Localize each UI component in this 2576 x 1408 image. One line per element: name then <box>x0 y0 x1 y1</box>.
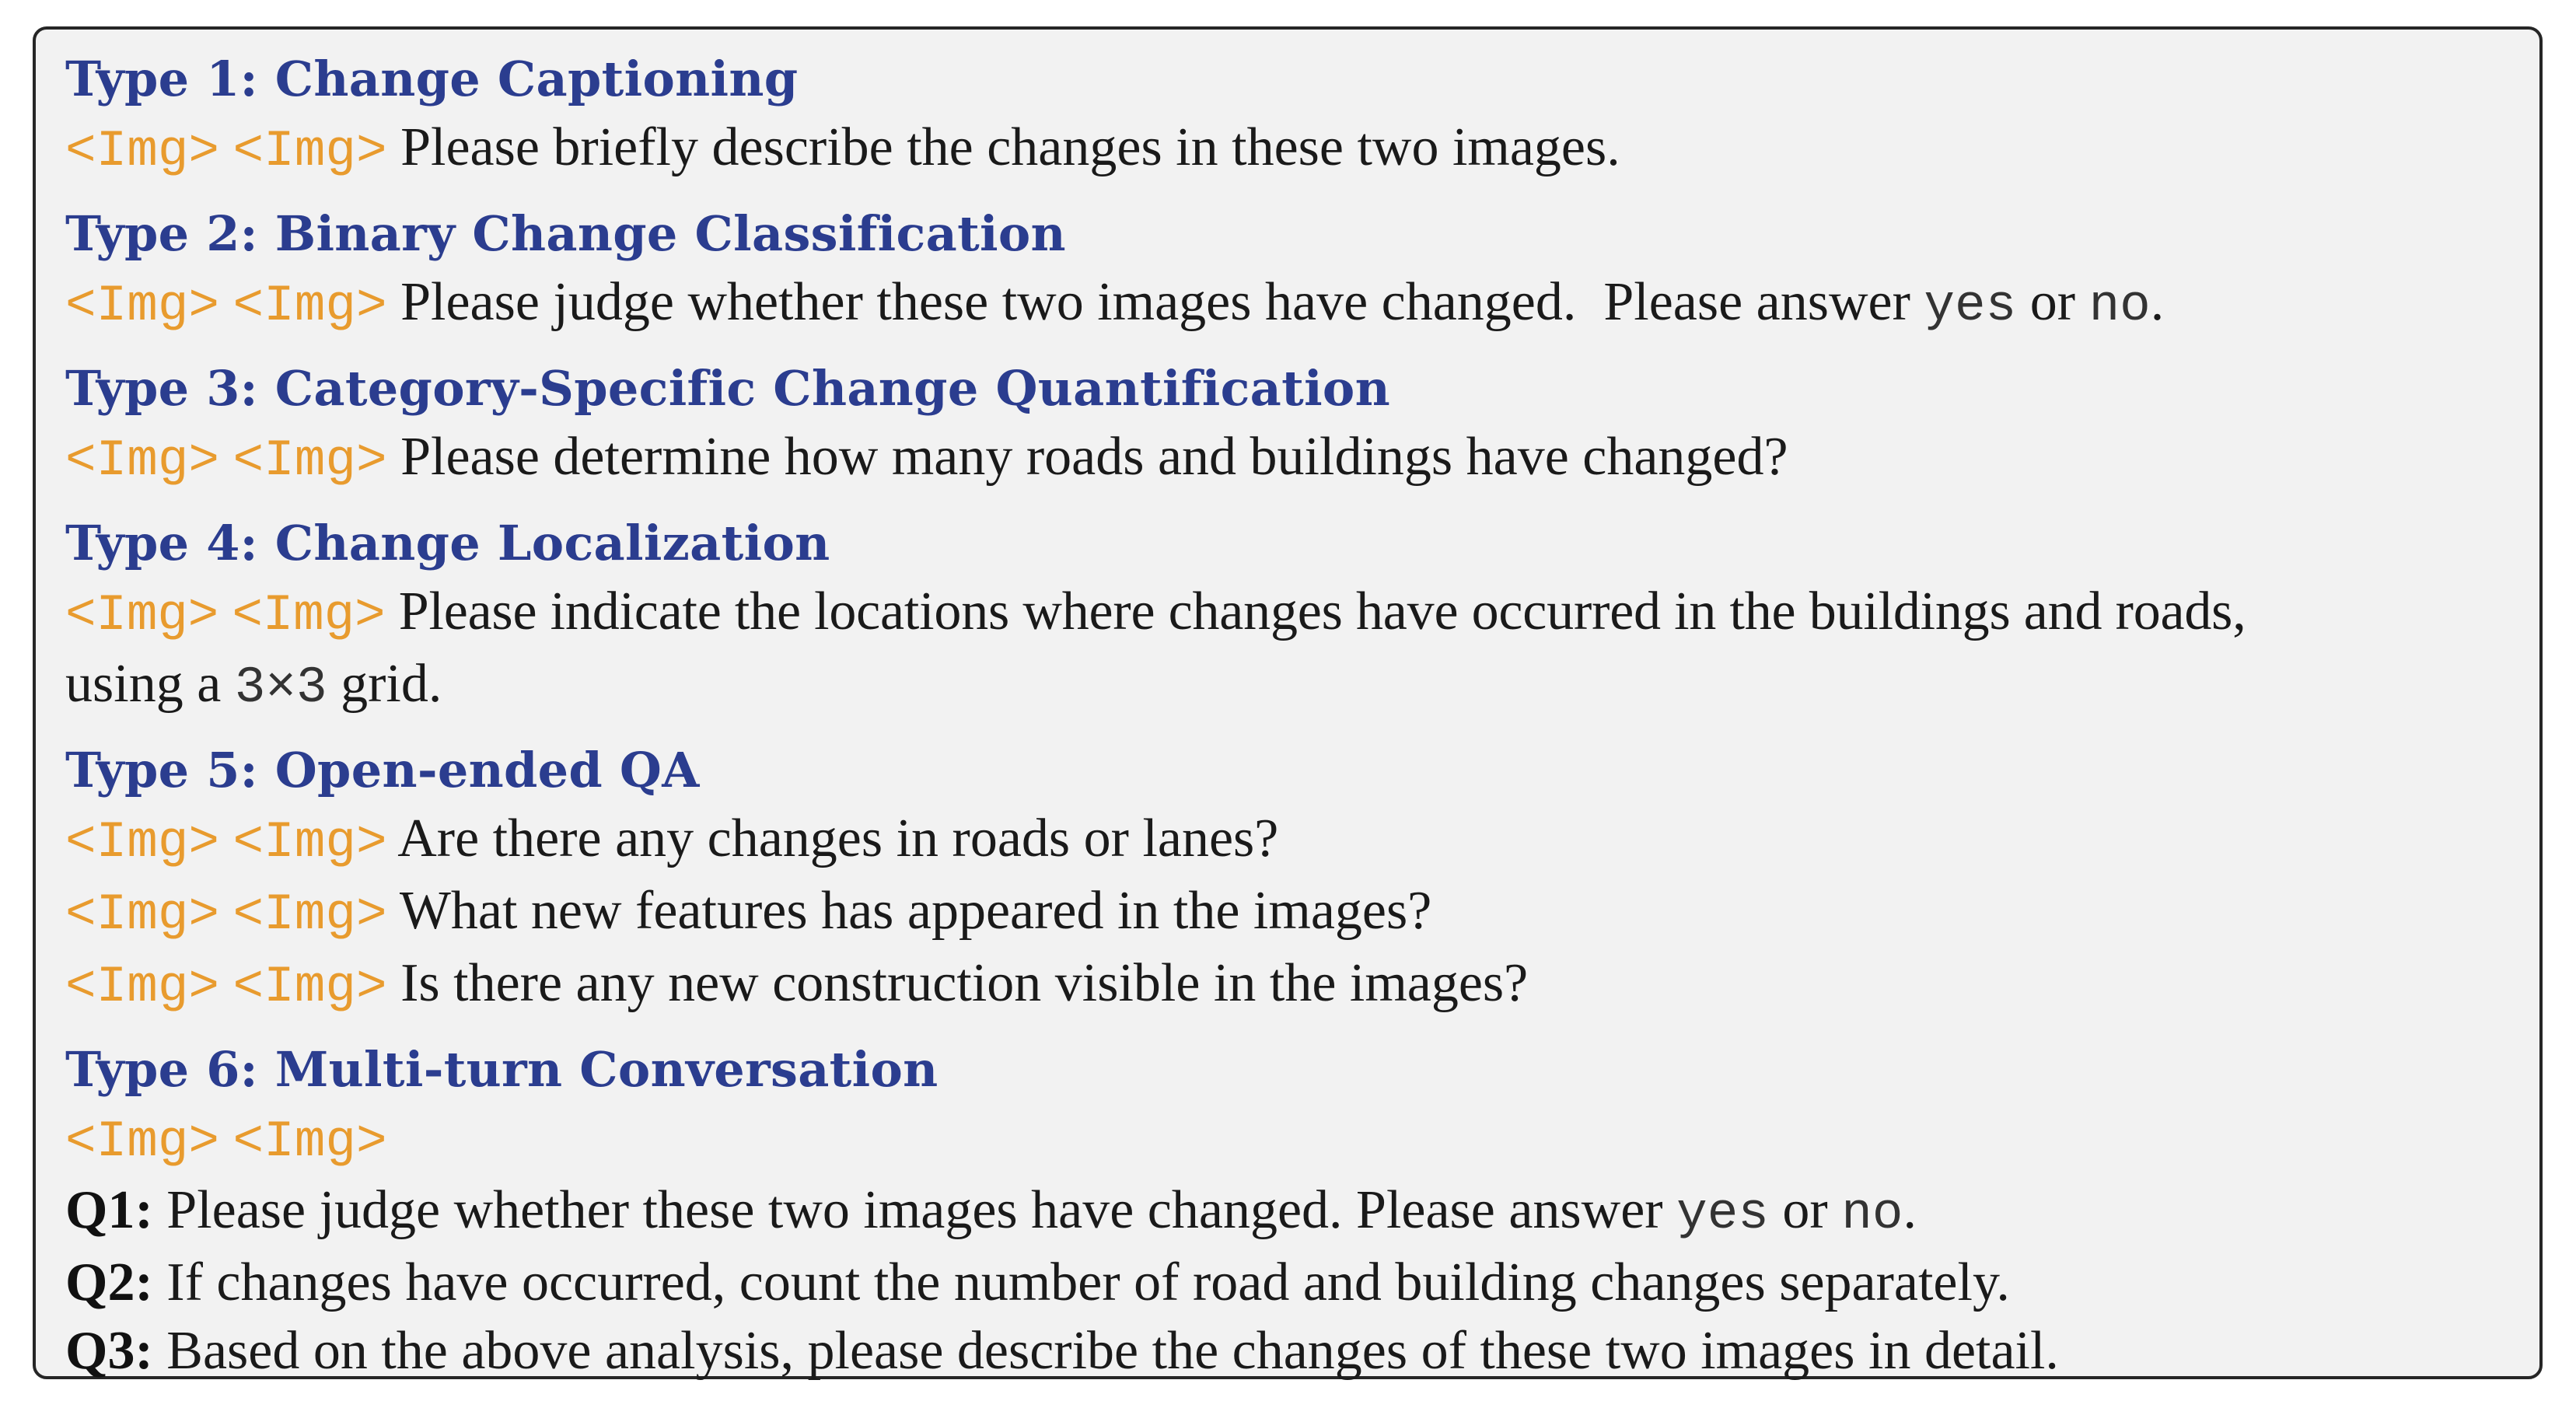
prompt-text-or: or <box>2016 272 2089 332</box>
q1-text-end: . <box>1903 1180 1917 1240</box>
question-line <box>65 805 2539 877</box>
img-token: <Img> <box>65 122 220 180</box>
prompt-text: Please judge whether these two images have changed. Please answer <box>400 272 1924 332</box>
img-token: <Img> <box>65 813 220 872</box>
prompt-text-end: . <box>2150 272 2165 332</box>
question-text: What new features has appeared in the images? <box>399 881 1432 941</box>
prompt-line <box>65 423 2539 495</box>
prompt-templates-box <box>33 26 2543 1379</box>
img-token: <Img> <box>232 958 387 1016</box>
section-title: Type 6: Multi-turn Conversation <box>65 1041 938 1098</box>
q1-label: Q1: <box>65 1180 153 1240</box>
img-token: <Img> <box>232 122 387 180</box>
img-token: <Img> <box>232 1113 387 1171</box>
section-title: Type 1: Change Captioning <box>65 51 799 107</box>
img-token: <Img> <box>232 431 387 490</box>
question-line <box>65 877 2539 949</box>
answer-no: no <box>2088 277 2151 335</box>
prompt-text-end: grid. <box>327 654 442 714</box>
section-binary-change-classification <box>65 200 2539 341</box>
section-title: Type 3: Category-Specific Change Quantification <box>65 360 1390 417</box>
section-multi-turn-conversation <box>65 1036 2539 1385</box>
section-title: Type 5: Open-ended QA <box>65 742 700 798</box>
prompt-line-continued <box>65 650 2539 722</box>
prompt-line <box>65 268 2539 341</box>
answer-yes: yes <box>1676 1185 1769 1243</box>
prompt-line <box>65 578 2539 650</box>
q2-text: If changes have occurred, count the number of road and building changes separately. <box>152 1253 2010 1312</box>
turn-q1 <box>65 1176 2539 1249</box>
turn-q3 <box>65 1317 2539 1385</box>
img-token: <Img> <box>65 1113 220 1171</box>
q1-text: Please judge whether these two images have changed. Please answer <box>152 1180 1677 1240</box>
img-token: <Img> <box>232 886 387 944</box>
img-token: <Img> <box>65 431 220 490</box>
q2-label: Q2: <box>65 1253 153 1312</box>
section-title: Type 2: Binary Change Classification <box>65 205 1066 262</box>
img-token: <Img> <box>65 886 220 944</box>
q3-label: Q3: <box>65 1321 153 1381</box>
prompt-text: Please determine how many roads and buildings have changed? <box>400 427 1788 487</box>
turn-q2 <box>65 1249 2539 1317</box>
section-category-specific-change-quantification <box>65 355 2539 495</box>
grid-size: 3×3 <box>234 659 327 717</box>
prompt-text: Please indicate the locations where changes have occurred in the buildings and roads, <box>398 582 2246 641</box>
question-line <box>65 949 2539 1022</box>
prompt-text: Please briefly describe the changes in these two images. <box>400 117 1620 177</box>
img-token: <Img> <box>65 586 219 645</box>
section-change-captioning <box>65 45 2539 186</box>
section-open-ended-qa <box>65 736 2539 1022</box>
q1-text-or: or <box>1768 1180 1842 1240</box>
section-title: Type 4: Change Localization <box>65 515 830 571</box>
img-token: <Img> <box>232 813 387 872</box>
question-text: Is there any new construction visible in the images? <box>400 953 1529 1013</box>
img-token: <Img> <box>232 586 386 645</box>
answer-yes: yes <box>1924 277 2017 335</box>
image-tokens-line <box>65 1104 2539 1176</box>
img-token: <Img> <box>65 958 220 1016</box>
img-token: <Img> <box>65 277 220 335</box>
section-change-localization <box>65 509 2539 722</box>
q3-text: Based on the above analysis, please describe the changes of these two images in detail. <box>152 1321 2059 1381</box>
prompt-line <box>65 114 2539 186</box>
prompt-text: using a <box>65 654 235 714</box>
answer-no: no <box>1841 1185 1903 1243</box>
question-text: Are there any changes in roads or lanes? <box>397 809 1279 868</box>
img-token: <Img> <box>232 277 387 335</box>
